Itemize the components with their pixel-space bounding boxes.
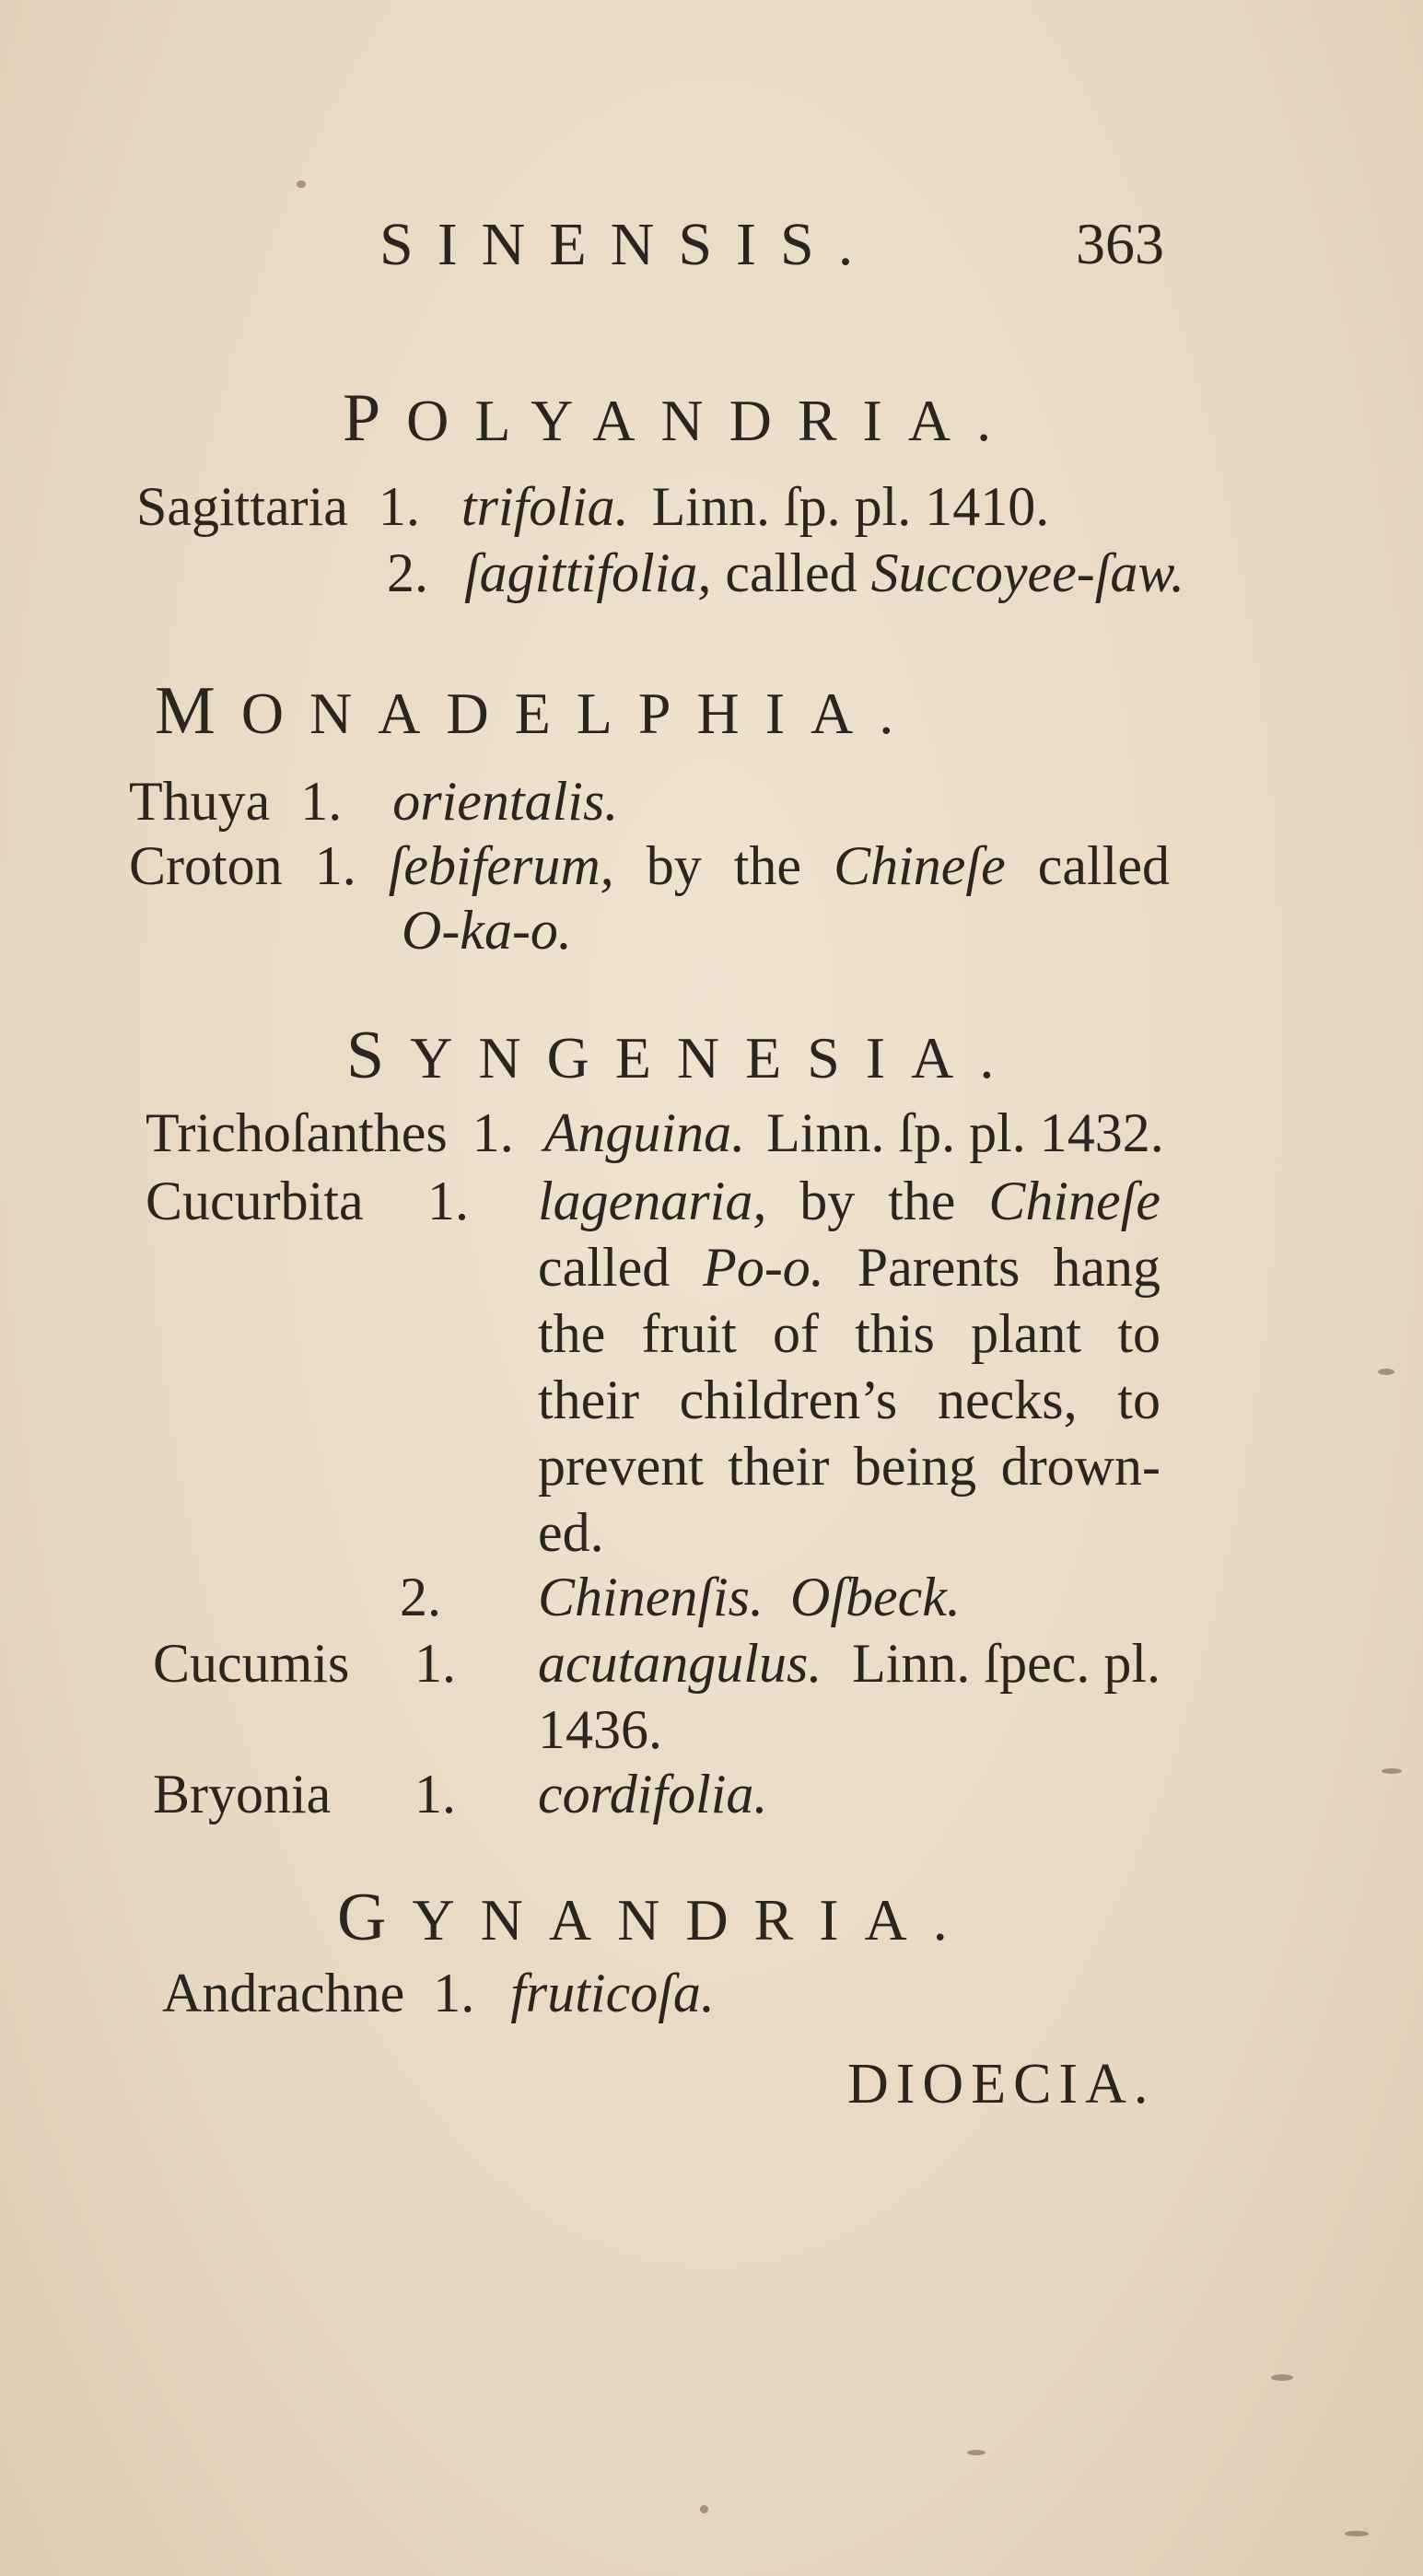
word: necks, xyxy=(937,1370,1078,1430)
reference: Linn. ſpec. pl. xyxy=(852,1633,1161,1694)
genus-name: Thuya xyxy=(129,771,271,832)
croton-local-name: O-ka-o. xyxy=(402,900,572,961)
cucumis-genus: Cucumis xyxy=(153,1633,350,1694)
word: by xyxy=(646,835,702,896)
species-name: Chinenſis. xyxy=(538,1567,764,1627)
section-rest: YNANDRIA. xyxy=(412,1887,974,1952)
word: Parents xyxy=(857,1237,1021,1298)
cucumis-number: 1. xyxy=(414,1633,456,1694)
species-name: acutangulus. xyxy=(538,1633,822,1694)
entry-sagittaria-2 xyxy=(387,542,1184,605)
entry-trichosanthes-1 xyxy=(146,1102,1164,1165)
genus-name: Croton xyxy=(129,835,283,896)
word: prevent xyxy=(538,1436,704,1497)
word: their xyxy=(538,1370,639,1430)
cucurbita-number: 1. xyxy=(427,1171,469,1231)
species-name: trifolia. xyxy=(461,476,629,537)
species-name: Anguina. xyxy=(543,1102,746,1163)
called-word: called xyxy=(1037,835,1170,896)
species-number: 1. xyxy=(314,835,356,896)
species-number: 1. xyxy=(472,1102,514,1163)
word: children’s xyxy=(679,1370,898,1430)
species-number: 1. xyxy=(378,476,420,537)
section-title-gynandria xyxy=(337,1879,974,1957)
word: to xyxy=(1117,1370,1161,1430)
genus-name: Andrachne xyxy=(162,1963,405,2023)
section-initial: G xyxy=(337,1880,413,1955)
word: being xyxy=(853,1436,977,1497)
section-rest: OLYANDRIA. xyxy=(406,388,1018,453)
paper-speck xyxy=(700,2505,708,2513)
bryonia-genus: Bryonia xyxy=(153,1764,332,1824)
called-text: called xyxy=(725,542,857,603)
entry-thuya-1 xyxy=(129,770,618,833)
word: drown- xyxy=(1000,1436,1161,1497)
local-name: Succoyee-ſaw. xyxy=(870,542,1184,603)
cucurbita-desc-line-3 xyxy=(538,1302,1161,1366)
word: the xyxy=(888,1171,956,1231)
word: of xyxy=(773,1303,820,1364)
chinese-word: Chineſe xyxy=(834,835,1006,896)
species-name: ſagittifolia, xyxy=(464,542,712,603)
section-rest: YNGENESIA. xyxy=(410,1025,1021,1090)
section-title-syngenesia xyxy=(346,1017,1020,1095)
author-name: Oſbeck. xyxy=(790,1567,961,1627)
paper-speck xyxy=(1271,2374,1293,2381)
cucurbita-desc-line-1 xyxy=(538,1170,1161,1233)
bryonia-species: cordifolia. xyxy=(538,1764,768,1824)
word: to xyxy=(1117,1303,1161,1364)
entry-cucurbita-2 xyxy=(538,1566,961,1629)
word: Chineſe xyxy=(988,1171,1161,1231)
cucurbita-desc-line-6: ed. xyxy=(538,1502,604,1563)
cucurbita-genus: Cucurbita xyxy=(146,1171,364,1231)
section-title-polyandria xyxy=(343,379,1017,458)
cucumis-reference-2: 1436. xyxy=(538,1699,662,1760)
paper-speck xyxy=(1382,1768,1402,1774)
word: the xyxy=(733,835,802,896)
species-number: 1. xyxy=(433,1963,475,2023)
page-number: 363 xyxy=(1076,211,1164,276)
word: fruit xyxy=(641,1303,737,1364)
entry-andrachne-1 xyxy=(162,1962,715,2025)
word: called xyxy=(538,1237,671,1298)
word: this xyxy=(855,1303,935,1364)
bryonia-number: 1. xyxy=(414,1764,456,1824)
word: by xyxy=(799,1171,856,1231)
paper-speck xyxy=(297,181,306,188)
cucurbita-desc-line-2 xyxy=(538,1236,1161,1300)
cucurbita-2-number: 2. xyxy=(400,1567,441,1627)
paper-speck xyxy=(1378,1369,1394,1375)
section-initial: M xyxy=(155,673,241,749)
entry-sagittaria-1 xyxy=(136,475,1049,539)
section-initial: P xyxy=(343,380,407,456)
species-number: 2. xyxy=(387,542,428,603)
genus-name: Trichoſanthes xyxy=(146,1102,448,1163)
cucurbita-desc-line-5 xyxy=(538,1435,1161,1498)
species-name: lagenaria, xyxy=(538,1171,767,1231)
word: their xyxy=(728,1436,830,1497)
genus-name: Sagittaria xyxy=(136,476,348,537)
running-title: SINENSIS. xyxy=(379,211,878,278)
species-name: orientalis. xyxy=(392,771,619,832)
species-name: ſebiferum, xyxy=(388,835,614,896)
catchword: DIOECIA. xyxy=(847,2053,1156,2116)
section-rest: ONADELPHIA. xyxy=(240,681,920,746)
local-name: Po-o. xyxy=(703,1237,824,1298)
species-name: fruticoſa. xyxy=(510,1963,715,2023)
paper-speck xyxy=(1345,2531,1369,2536)
reference: Linn. ſp. pl. 1432. xyxy=(766,1102,1164,1163)
word: hang xyxy=(1053,1237,1161,1298)
paper-speck xyxy=(967,2450,986,2455)
species-number: 1. xyxy=(300,771,343,832)
section-title-monadelphia xyxy=(155,672,919,751)
cucurbita-desc-line-4 xyxy=(538,1369,1161,1432)
entry-cucumis-1 xyxy=(538,1632,1161,1696)
section-initial: S xyxy=(346,1018,411,1093)
word: the xyxy=(538,1303,606,1364)
reference: Linn. ſp. pl. 1410. xyxy=(651,476,1050,537)
word: plant xyxy=(971,1303,1082,1364)
entry-croton-1 xyxy=(129,834,1170,898)
